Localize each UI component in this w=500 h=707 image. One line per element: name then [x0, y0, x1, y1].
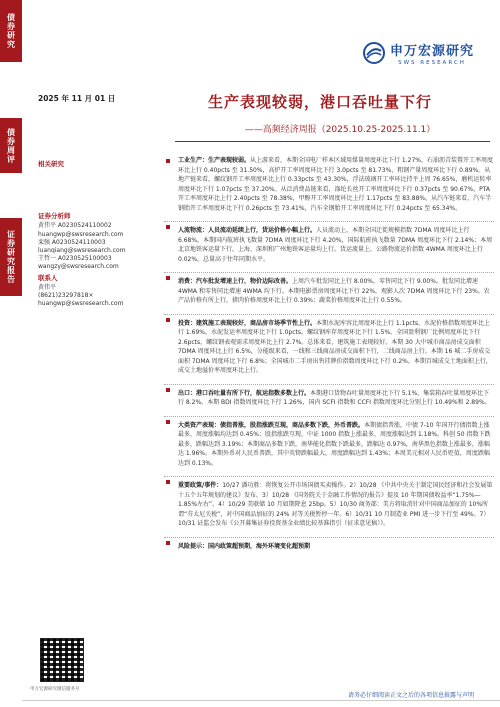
analyst-line: 王哲一 A0230525100003 — [38, 255, 112, 263]
item-body: 从上游来看，本期全国电厂样本区域用煤量周度环比下行 1.27%，石油沥青装置开工率周度环比上行 0.40pcts 至 31.50%，高炉开工率周度环比下行 3.0pcts 至 81.73%，粗钢产量周度环比下行 0.89%。从地产链来看，螺纹钢开工率周度环比上行 0.33pcts 至 43.30%，浮法玻璃开工率环比持平上周 76.65%，磨机运转率周度环比下行 1.07pcts 至 37.20%。从泛消费品链来看，涤纶长丝开工率周度环比下行 0.37pcts 至 90.67%，PTA 开工率周度环比上行 2.40pcts 至 78.38%，甲醇开工率周度环比上行 1.17pcts 至 83.88%。从汽车链来看，汽车半钢胎开工率周度环比下行 0.26pcts 至 73.41%，汽车全钢胎开工率周度环比下行 0.24pcts 至 65.34%。 — [178, 157, 493, 212]
bullet-square-icon — [166, 159, 170, 163]
sidebar-tag-bond-research: 债券研究 — [0, 0, 22, 62]
bullet-square-icon — [166, 318, 170, 322]
company-logo — [363, 40, 474, 66]
item-heading: 消费：汽车批发增速上行，物价边际改善。 — [178, 278, 293, 285]
item-heading: 投资：建筑施工表现较好，商品房市场季节性上行。 — [178, 319, 317, 327]
summary-item-consumption — [164, 272, 494, 306]
sidebar — [0, 0, 22, 707]
item-body: 本期水泥库容比周度环比上行 1.1pcts，水泥价格指数周度环比上行 1.69%，水泥发运率周度环比下行 1.0pcts。螺纹钢库存周度环比下行 1.5%。全国盈利钢厂比例周度环比下行 2.6pcts，螺纹钢表观需求周度环比上行 2.7%。总体来看，建筑施工表现较好。本期 30 大中城市商品房成交面积 7DMA 周度环比上行 6.5%，分能级来看，一线和三线商品房成交面积下行，二线商品房上行。本期 16 城二手房成交面积 7DMA 周度环比下行 6.8%；全国城市二手房出售挂牌价指数周度环比下行 0.2%。本期百城成交土地面积上行，成交土地溢价率周度环比上行。 — [178, 319, 492, 374]
item-body: 本期债指普涨，中债 7-10 年国开行债指数上涨最多，周度涨幅均达到 0.45%；股指涨跌互现，中证 1000 指数上涨最多，周度涨幅达到 1.18%，科创 50 指数下跌最多，跌幅达到 3.19%；本期商品多数下跌，南华能化指数下跌最多，跌幅达 0.97%，南华黑色指数上涨最多，涨幅达 1.96%。本期外币对人民币普跌，其中英镑跌幅最大，周度跌幅达到 1.43%；本周美元相对人民币贬值，周度跌幅达到 0.13%。 — [178, 421, 491, 467]
item-body: 人员流动上，本期全国迁徙规模指数 7DMA 周度环比上行 6.68%，本期国内航班执飞数量 7DMA 周度环比下行 4.20%，国际航班执飞数量 7DMA 周度环比下行 2.14%；本周北京地铁客运量下行，上海、深圳和广州地铁客运量均上行。货运流量上，公路物流运价指数 4WMA 周度环比上行 0.02%，总量高于往年同期水平。 — [178, 227, 493, 263]
qr-caption: 申万宏源研究微信服务号 — [30, 687, 80, 692]
footer-divider — [22, 700, 500, 701]
logo-name-cn: 申万宏源研究 — [389, 44, 474, 59]
item-heading: 出口：港口吞吐量有所下行，航运指数多数上行。 — [178, 389, 311, 397]
analyst-email[interactable]: luanqiang@swsresearch.com — [38, 247, 126, 255]
summary-item-investment — [164, 314, 494, 376]
sidebar-tag-bond-weekly: 债券周评 — [0, 118, 22, 173]
item-heading: 风险提示：国内政策超预期，海外环境变化超预期 — [178, 542, 311, 550]
item-body: 本期港口货物吞吐量周度环比下行 5.1%，集装箱吞吐量周度环比下行 8.2%。本期 BDI 指数周度环比下行 1.26%，国内 SCFI 指数和 CCFI 指数周度环比分别上行 10.49%和 2.89%。 — [178, 389, 491, 406]
report-title: 生产表现较弱，港口吞吐量下行 — [207, 93, 432, 111]
bullet-square-icon — [166, 541, 170, 545]
bullet-square-icon — [166, 276, 170, 280]
analyst-email[interactable]: wangzy@swsresearch.com — [38, 263, 119, 271]
summary-item-assets — [164, 416, 494, 469]
title-divider — [175, 141, 490, 142]
summary-item-policy — [164, 476, 494, 529]
summary-item-mobility — [164, 221, 494, 264]
qr-code-icon — [40, 638, 84, 682]
analyst-email[interactable]: huangwp@swsresearch.com — [38, 230, 124, 238]
bullet-square-icon — [166, 225, 170, 229]
contact-name: 黄伟平 — [38, 283, 57, 291]
report-subtitle: ——高频经济周报（2025.10.25-2025.11.1） — [244, 125, 436, 135]
analyst-line: 栾强 A0230524110003 — [38, 238, 106, 246]
summary-list — [164, 156, 494, 559]
left-column — [38, 160, 156, 308]
summary-item-export — [164, 384, 494, 408]
bullet-square-icon — [166, 420, 170, 424]
item-body: 上周汽车批发同比上行 8.00%，零售同比下行 9.00%。批发同比增速 4WMA 和零售同比增速 4WMA 均下行。本期电影票房周度环比下行 22%，观影人次 7DMA 周度环比下行 23%。农产品价格有所上行，猪肉价格周度环比上行 0.39%；蔬菜价格周度环比上行 0.55%。 — [178, 278, 490, 304]
related-research-heading: 相关研究 — [38, 160, 64, 168]
bullet-square-icon — [166, 480, 170, 484]
summary-item-industrial — [164, 156, 494, 213]
disclaimer-footer: 请务必仔细阅读正文之后的各项信息披露与声明 — [347, 692, 474, 699]
report-date: 2025 年 11 月 01 日 — [38, 94, 116, 103]
item-heading: 工业生产：生产表现较弱。 — [178, 157, 251, 164]
contact-heading: 联系人 — [38, 273, 58, 282]
item-heading: 大类资产表现：债指普涨，股指涨跌互现，商品多数下跌，外币普跌。 — [178, 421, 365, 429]
item-heading: 人流物流：人员流动延续上行，货运价格小幅上行。 — [178, 227, 317, 234]
logo-icon — [363, 42, 385, 64]
sidebar-tag-securities-report: 证券研究报告 — [0, 218, 22, 296]
bullet-square-icon — [166, 388, 170, 392]
item-body: 10/27 潘功胜：将恢复公开市场国债买卖操作。2）10/28 《中共中央关于制定国民经济和社会发展第十五个五年规划的建议》发布。3）10/28 《国务院关于金融工作情况的报告》提及 10 年期国债收益率“1.75%—1.85%左右”。4）10/29 美联储 10 月如期降息 25bp。5）10/30 商务部：美方将取消针对中国商品加征的 10%所谓“芬太尼关税”，对中国商品加征的 24% 对等关税暂停一年。6）10/31 10 月制造业 PMI 进一步下行至 49%。7）10/31 证监会发布《公开募集证券投资基金业绩比较基准指引（征求意见稿）》。 — [178, 482, 493, 527]
analyst-heading: 证券分析师 — [38, 212, 71, 221]
item-heading: 重要政策/事件： — [178, 482, 223, 489]
logo-name-en: SWS RESEARCH — [398, 60, 466, 66]
summary-item-risk — [164, 537, 494, 552]
contact-email[interactable]: huangwp@swsresearch.com — [38, 300, 124, 308]
contact-phone: (8621)23297818× — [38, 292, 94, 300]
analyst-line: 黄伟平 A0230524110002 — [38, 222, 112, 230]
